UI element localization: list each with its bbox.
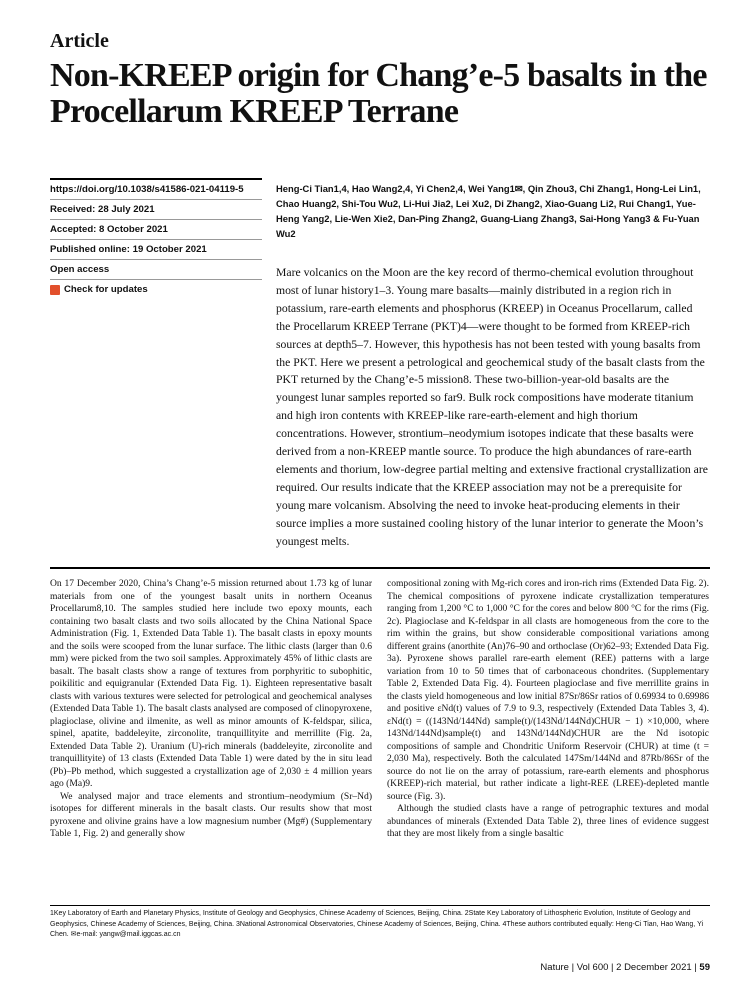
- article-meta: [50, 178, 262, 299]
- article-type: Article: [50, 30, 109, 52]
- paper-title: Non-KREEP origin for Chang’e-5 basalts in the Procellarum KREEP Terrane: [50, 57, 707, 130]
- author-list: Heng-Ci Tian1,4, Hao Wang2,4, Yi Chen2,4, Wei Yang1✉, Qin Zhou3, Chi Zhang1, Hong-Lei Lin1, Chao Huang2, Shi-Tou Wu2, Li-Hui Jia2, Lei Xu2, Di Zhang2, Xiao-Guang Li2, Rui Chang1, Yue-Heng Yang2, Lie-Wen Xie2, Dan-Ping Zhang2, Guang-Liang Zhang3, Sai-Hong Yang3 & Fu-Yuan Wu2: [276, 183, 701, 239]
- journal-name: Nature: [540, 962, 569, 973]
- issue-date: 2 December 2021: [616, 962, 692, 973]
- body-paragraph: compositional zoning with Mg-rich cores and iron-rich rims (Extended Data Fig. 2). The chemical compositions of pyroxene indicate crystallization temperatures ranging from 1,200 °C to 1,000 °C for the cores and below 800 °C for the rims (Fig. 2c). Plagioclase and K-feldspar in all clasts are homogeneous from the core to the rim within the grains, but show considerable compositional variations among different grains (anorthite (An)76–90 and orthoclase (Or)62–93; Extended Data Fig. 3a). Pyroxene shows parallel rare-earth element (REE) patterns with a large variation from 10 to 50 times that of carbonaceous chondrites. (Supplementary Table 2, Extended Data Fig. 4). Fourteen plagioclase and five merrillite grains in the clasts yield homogeneous and low initial 87Sr/86Sr ratios of 0.69934 to 0.69986 and positive εNd(t) values of 7.9 to 9.3, respectively (Extended Data Tables 3, 4). εNd(t) = ((143Nd/144Nd) sample(t)/(143Nd/144Nd)CHUR − 1) ×10,000, where 143Nd/144Nd)sample(t) and 143Nd/144Nd)CHUR are the Nd isotopic compositions of sample and Chondritic Uniform Reservoir (CHUR) at time (t = 2,030 Ma), respectively. Both the calculated 147Sm/144Nd and 87Rb/86Sr of the source do not lie on the array of potassium, rare-earth elements and phosphorus (KREEP)-rich material, but rather indicate a light-REE (LREE)-depleted mantle source (Fig. 3).: [387, 578, 709, 802]
- affiliations-footnote: 1Key Laboratory of Earth and Planetary Physics, Institute of Geology and Geophysics, Chinese Academy of Sciences, Beijing, China. 2State Key Laboratory of Lithospheric Evolution, Institute of Geology and Geophysics, Chinese Academy of Sciences, Beijing, China. 3National Astronomical Observatories, Chinese Academy of Sciences, Beijing, China. 4These authors contributed equally: Heng-Ci Tian, Hao Wang, Yi Chen. ✉e-mail: yangw@mail.iggcas.ac.cn: [50, 910, 704, 938]
- body-paragraph: Although the studied clasts have a range of petrographic textures and modal abundances of minerals (Extended Data Table 2), three lines of evidence suggest that they are most likely from a single basaltic: [387, 803, 709, 839]
- open-access-label: Open access: [50, 260, 262, 280]
- check-updates-icon: [50, 285, 60, 295]
- body-paragraph: On 17 December 2020, China’s Chang’e-5 mission returned about 1.73 kg of lunar materials from one of the youngest basalt units in northern Oceanus Procellarum8,10. The samples studied here include two epoxy mounts, each containing two basalt clasts and two soils allocated by the China National Space Administration (Fig. 1, Extended Data Table 1). The basalt clasts in epoxy mounts and the soils were scooped from the lunar surface. The lithic clasts (larger than 0.6 mm) were picked from the two soil samples. Approximately 45% of lithic clasts are basalt. The basalt clasts show a range of textures from porphyritic to subophitic, poikilitic and equigranular (Extended Data Fig. 1). Eighteen representative basalt clasts with various textures were selected for petrological and geochemical analyses (Extended Data Table 1). The basalt clasts analysed are composed of clinopyroxene, plagioclase, olivine and ilmenite, as well as minor amounts of K-feldspar, silica, spinel, apatite, baddeleyite, zirconolite, tranquillityite and merrillite (Fig. 2a, Extended Data Table 2). Uranium (U)-rich minerals (baddeleyite, zirconolite and tranquillityite) of 13 clasts (Extended Data Table 1) were dated by the in situ lead (Pb)–Pb method, which suggested a crystallization age of 2,030 ± 4 million years ago (Ma)9.: [50, 578, 372, 789]
- body-paragraph: We analysed major and trace elements and strontium–neodymium (Sr–Nd) isotopes for different minerals in the basalt clasts. Our results show that most pyroxene and olivine grains have a low magnesium number (Mg#) (Supplementary Table 1, Fig. 2) and generally show: [50, 790, 372, 839]
- abstract: Mare volcanics on the Moon are the key record of thermo-chemical evolution throughout most of lunar history1–3. Young mare basalts—mainly distributed in a region rich in potassium, rare-earth elements and phosphorus (KREEP) in Oceanus Procellarum, called the Procellarum KREEP Terrane (PKT)4—were thought to be formed from KREEP-rich sources at depth5–7. However, this hypothesis has not been tested with young basalts from the PKT. Here we present a petrological and geochemical study of the basalt clasts from the PKT returned by the Chang’e-5 mission8. These two-billion-year-old basalts are the youngest lunar samples reported so far9. Bulk rock compositions have moderate titanium and high iron contents with KREEP-like rare-earth-element and high thorium concentrations. However, strontium–neodymium isotopes indicate that these basalts were derived from a non-KREEP mantle source. To produce the high abundances of rare-earth elements and thorium, low-degree partial melting and extensive fractional crystallization are required. Our results indicate that the KREEP association may not be a prerequisite for young mare volcanism. Absolving the need to invoke heat-producing elements in their source implies a more sustained cooling history of the lunar interior to generate the Moon’s youngest melts.: [276, 266, 708, 548]
- accepted-date: Accepted: 8 October 2021: [50, 220, 262, 240]
- page-number: 59: [699, 962, 710, 973]
- check-updates-label: Check for updates: [64, 284, 148, 295]
- body-column-right: [387, 578, 709, 841]
- body-column-left: [50, 578, 372, 841]
- divider: [50, 567, 710, 569]
- doi-link[interactable]: https://doi.org/10.1038/s41586-021-04119-5: [50, 178, 262, 200]
- published-date: Published online: 19 October 2021: [50, 240, 262, 260]
- footnote-divider: [50, 905, 710, 906]
- received-date: Received: 28 July 2021: [50, 200, 262, 220]
- page-footer: Nature | Vol 600 | 2 December 2021 | 59: [540, 962, 710, 973]
- check-updates-button[interactable]: [50, 280, 262, 299]
- volume: Vol 600: [576, 962, 609, 973]
